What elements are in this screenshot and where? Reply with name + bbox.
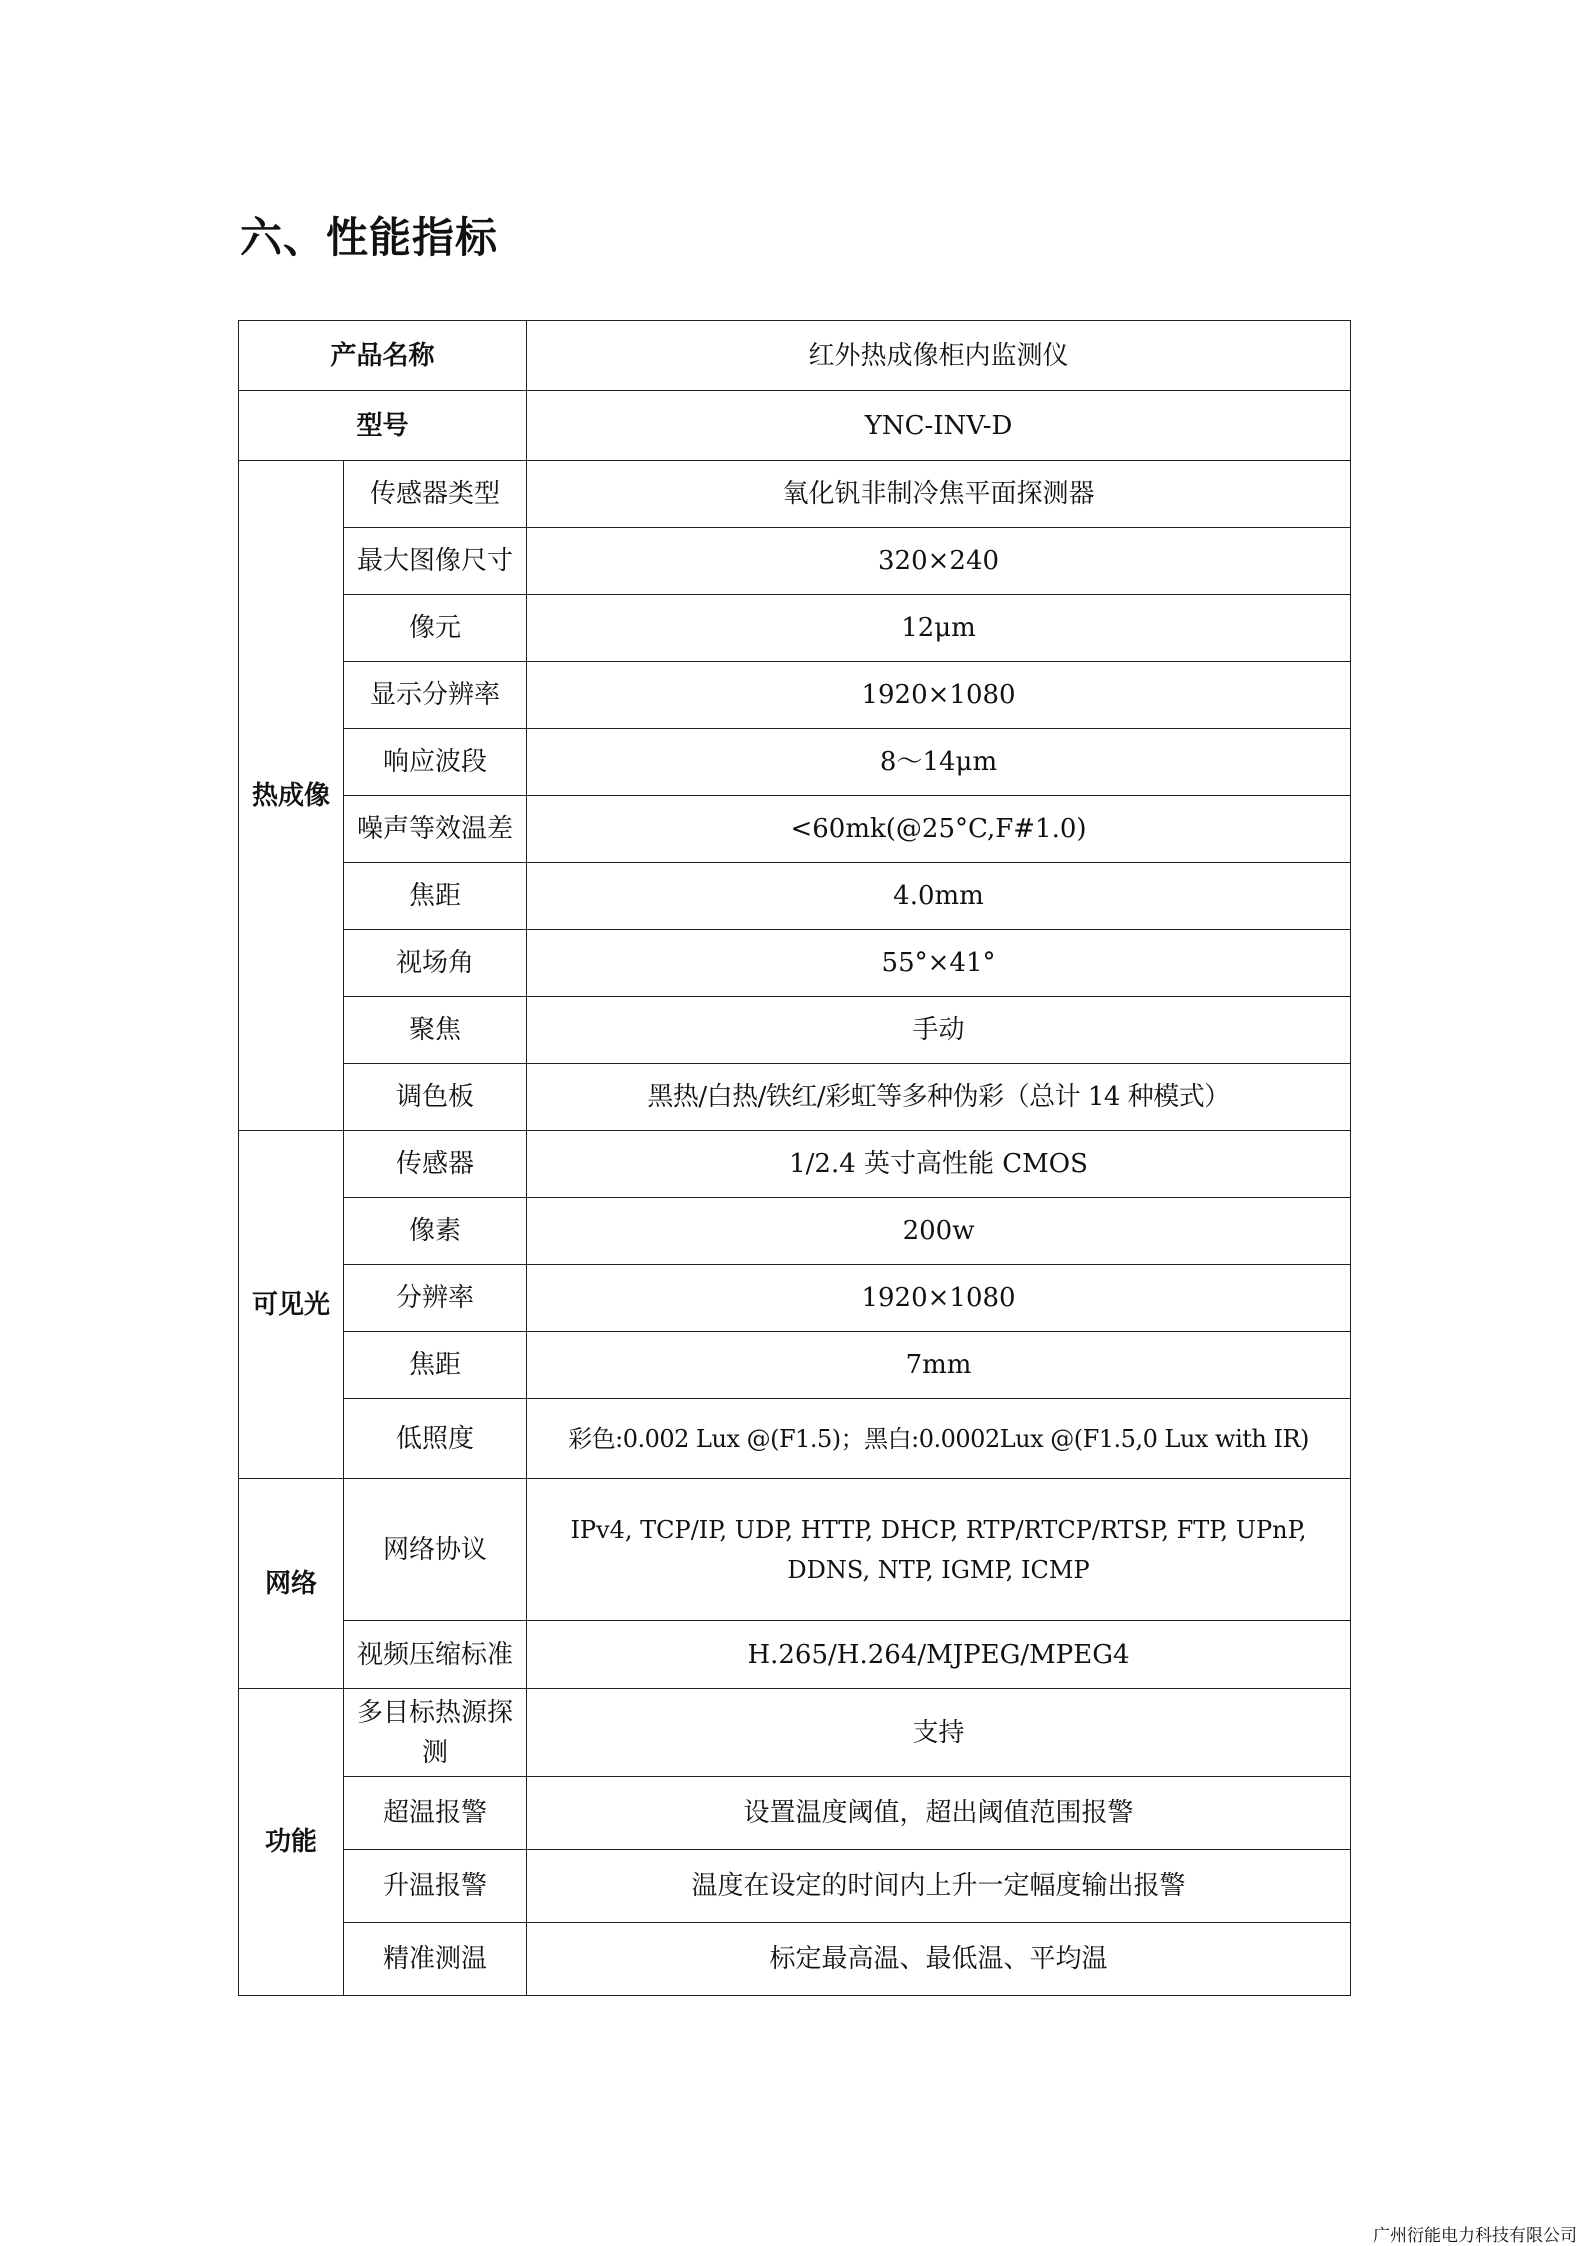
spec-label: 调色板 <box>344 1064 527 1131</box>
spec-value: 氧化钒非制冷焦平面探测器 <box>527 461 1351 528</box>
spec-label: 视场角 <box>344 930 527 997</box>
table-row <box>239 997 1351 1064</box>
spec-value: 标定最高温、最低温、平均温 <box>527 1923 1351 1996</box>
table-row <box>239 1777 1351 1850</box>
table-row <box>239 528 1351 595</box>
spec-value: H.265/H.264/MJPEG/MPEG4 <box>527 1621 1351 1689</box>
spec-value: 1/2.4 英寸高性能 CMOS <box>527 1131 1351 1198</box>
table-row <box>239 662 1351 729</box>
table-row <box>239 391 1351 461</box>
spec-label: 视频压缩标准 <box>344 1621 527 1689</box>
spec-label: 升温报警 <box>344 1850 527 1923</box>
product-name-label: 产品名称 <box>239 321 527 391</box>
spec-value: 320×240 <box>527 528 1351 595</box>
table-row <box>239 1265 1351 1332</box>
spec-value: 1920×1080 <box>527 1265 1351 1332</box>
spec-value: 200w <box>527 1198 1351 1265</box>
table-row <box>239 1399 1351 1479</box>
spec-value: 温度在设定的时间内上升一定幅度输出报警 <box>527 1850 1351 1923</box>
group-label: 网络 <box>239 1479 344 1689</box>
table-row <box>239 321 1351 391</box>
spec-label: 低照度 <box>344 1399 527 1479</box>
table-row <box>239 796 1351 863</box>
table-row <box>239 863 1351 930</box>
model-label: 型号 <box>239 391 527 461</box>
spec-label: 网络协议 <box>344 1479 527 1621</box>
spec-value: <60mk(@25°C,F#1.0) <box>527 796 1351 863</box>
spec-value: 7mm <box>527 1332 1351 1399</box>
table-row <box>239 1923 1351 1996</box>
spec-value: 设置温度阈值，超出阈值范围报警 <box>527 1777 1351 1850</box>
footer-company-name: 广州衍能电力科技有限公司 <box>1373 2226 1577 2246</box>
table-row <box>239 1064 1351 1131</box>
spec-value: 手动 <box>527 997 1351 1064</box>
spec-value: 4.0mm <box>527 863 1351 930</box>
table-row <box>239 1332 1351 1399</box>
spec-label: 超温报警 <box>344 1777 527 1850</box>
table-row <box>239 1621 1351 1689</box>
table-row <box>239 1689 1351 1777</box>
spec-value: IPv4, TCP/IP, UDP, HTTP, DHCP, RTP/RTCP/RTSP, FTP, UPnP, DDNS, NTP, IGMP, ICMP <box>527 1479 1351 1621</box>
spec-label: 像元 <box>344 595 527 662</box>
spec-label: 精准测温 <box>344 1923 527 1996</box>
table-row <box>239 1131 1351 1198</box>
spec-value: 8～14μm <box>527 729 1351 796</box>
page-title: 六、性能指标 <box>240 213 499 262</box>
spec-label: 噪声等效温差 <box>344 796 527 863</box>
spec-label: 分辨率 <box>344 1265 527 1332</box>
spec-table <box>238 320 1351 1996</box>
table-row <box>239 461 1351 528</box>
spec-label: 传感器类型 <box>344 461 527 528</box>
spec-label: 显示分辨率 <box>344 662 527 729</box>
spec-label: 传感器 <box>344 1131 527 1198</box>
spec-label: 焦距 <box>344 863 527 930</box>
spec-value: 12μm <box>527 595 1351 662</box>
table-row <box>239 595 1351 662</box>
table-row <box>239 1850 1351 1923</box>
group-label: 可见光 <box>239 1131 344 1479</box>
spec-label: 聚焦 <box>344 997 527 1064</box>
table-row <box>239 930 1351 997</box>
group-label: 热成像 <box>239 461 344 1131</box>
spec-value: 黑热/白热/铁红/彩虹等多种伪彩（总计 14 种模式） <box>527 1064 1351 1131</box>
model-value: YNC-INV-D <box>527 391 1351 461</box>
spec-label: 响应波段 <box>344 729 527 796</box>
table-row <box>239 729 1351 796</box>
table-row <box>239 1479 1351 1621</box>
spec-label: 像素 <box>344 1198 527 1265</box>
spec-value: 彩色:0.002 Lux @(F1.5)；黑白:0.0002Lux @(F1.5,0 Lux with IR) <box>527 1399 1351 1479</box>
product-name-value: 红外热成像柜内监测仪 <box>527 321 1351 391</box>
spec-label: 多目标热源探测 <box>344 1689 527 1777</box>
group-label: 功能 <box>239 1689 344 1996</box>
spec-value: 支持 <box>527 1689 1351 1777</box>
spec-value: 55°×41° <box>527 930 1351 997</box>
spec-value: 1920×1080 <box>527 662 1351 729</box>
table-row <box>239 1198 1351 1265</box>
spec-label: 最大图像尺寸 <box>344 528 527 595</box>
spec-label: 焦距 <box>344 1332 527 1399</box>
